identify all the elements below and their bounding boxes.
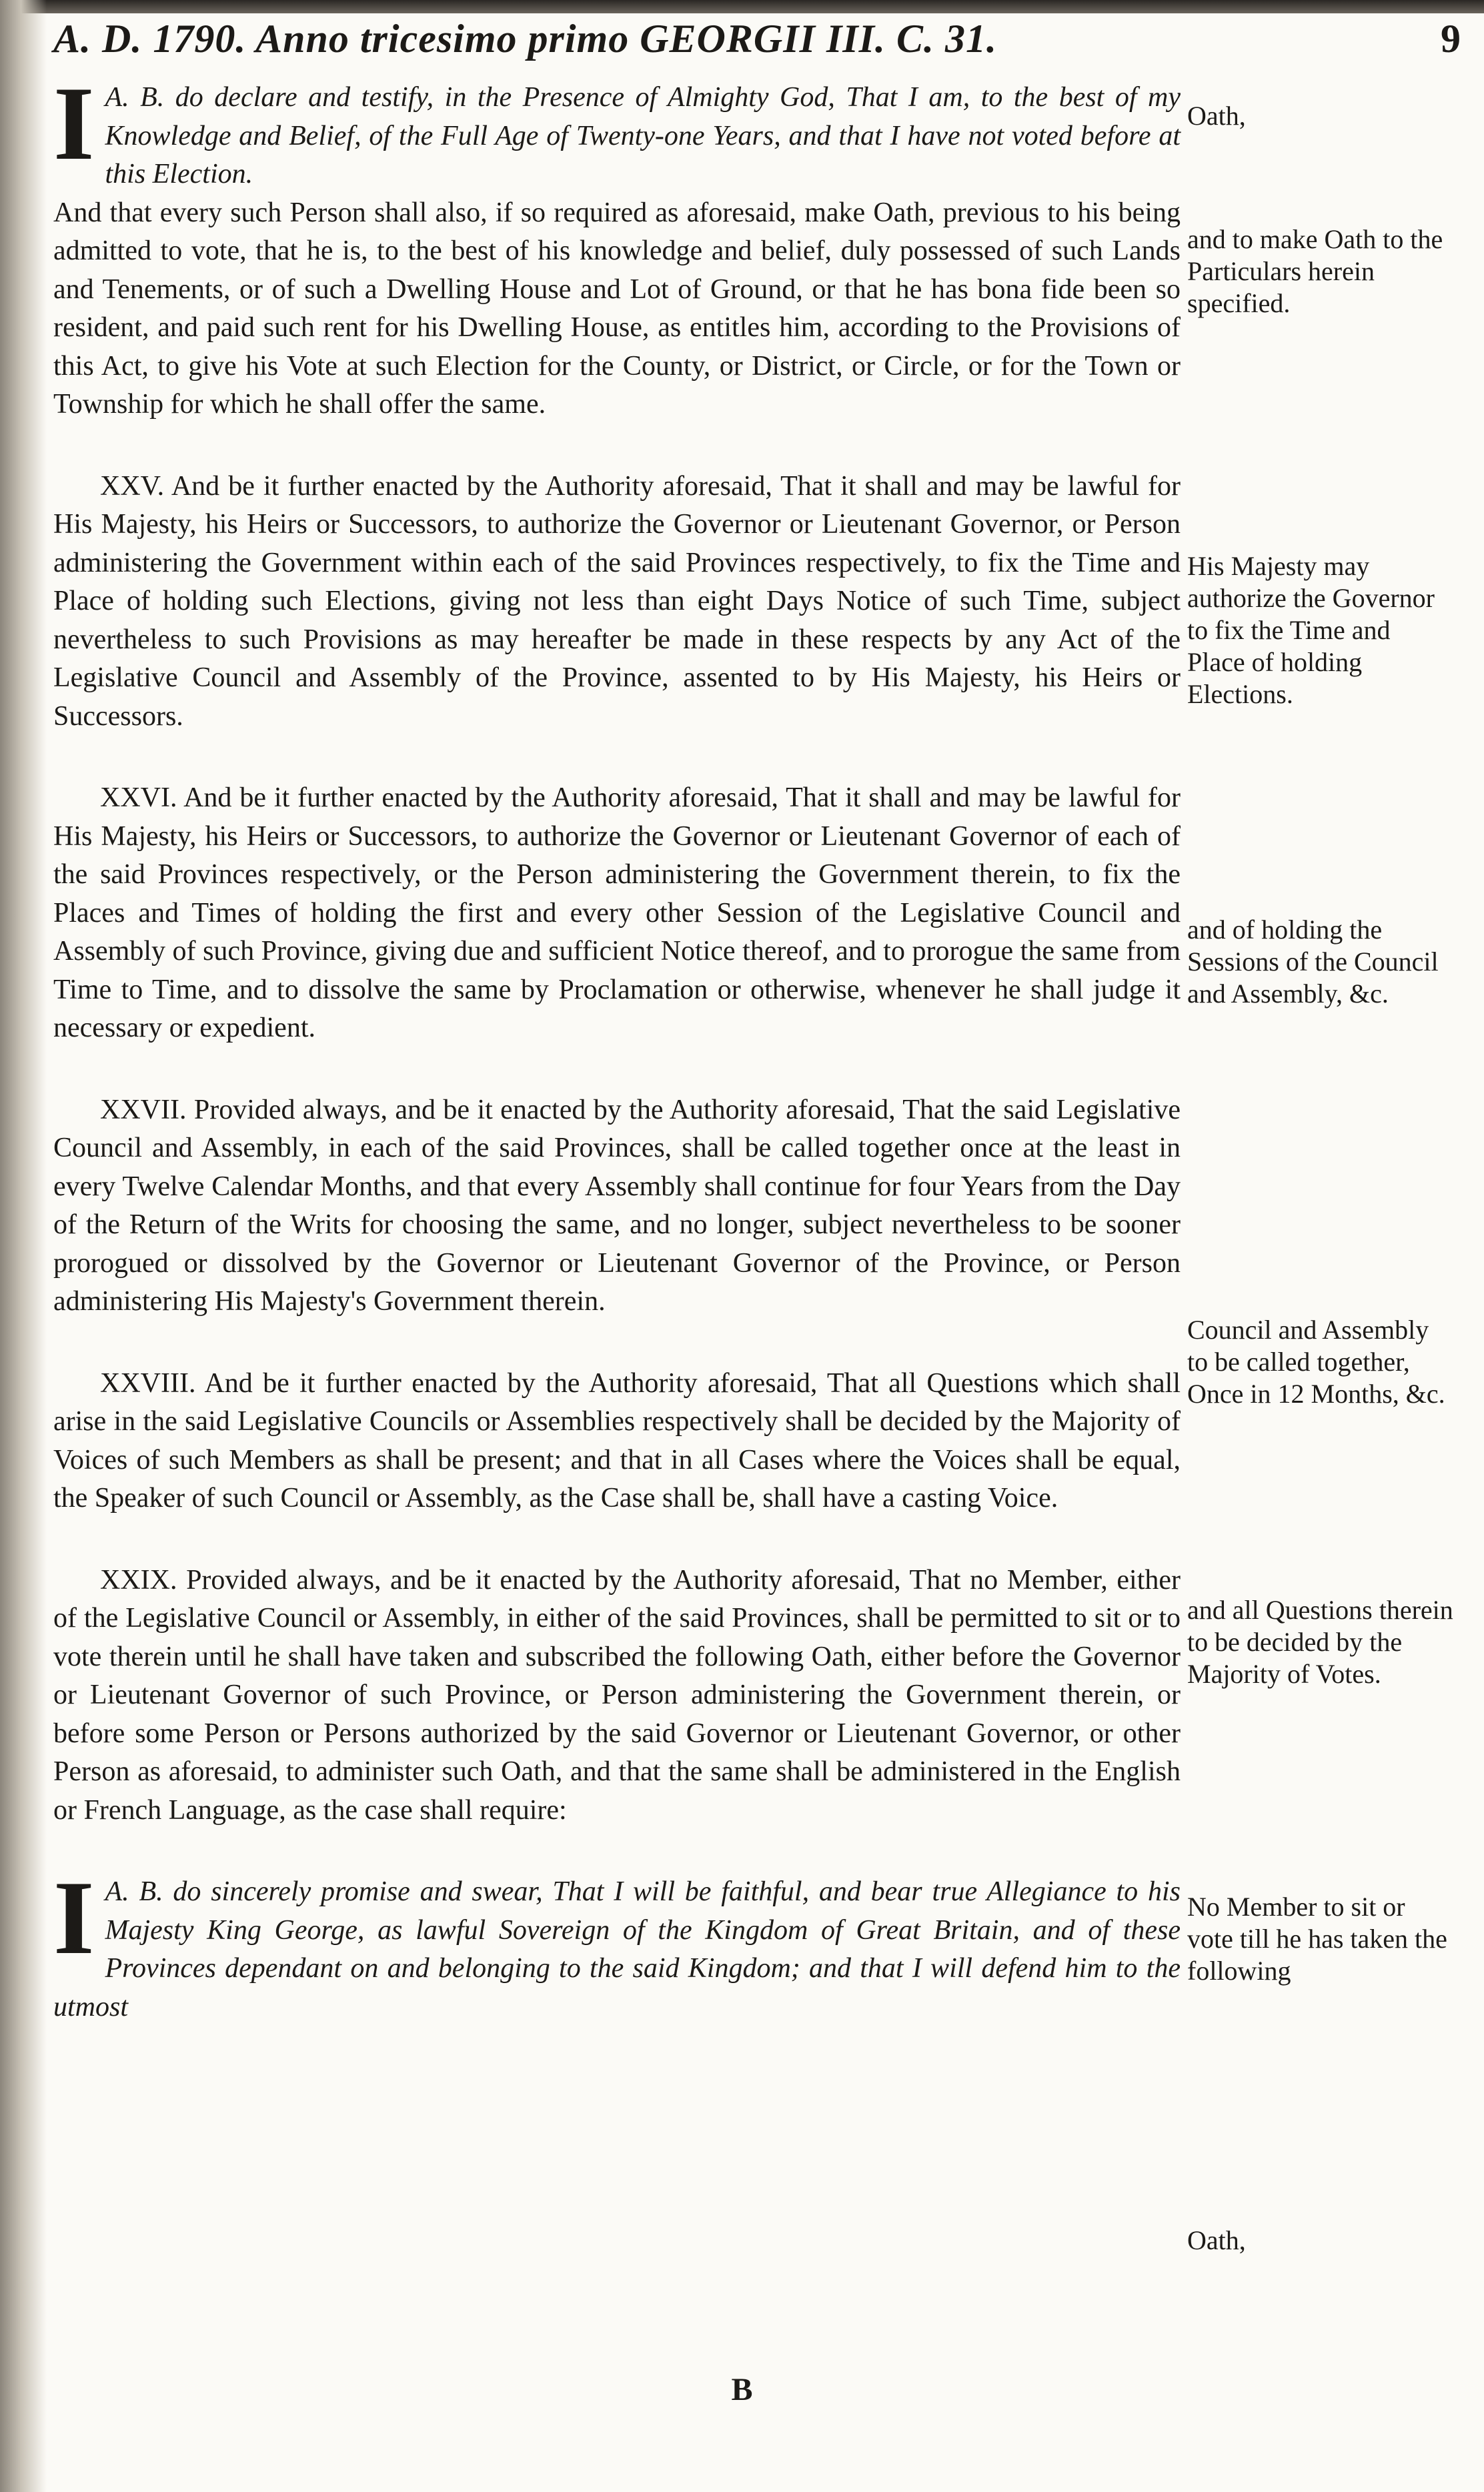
section-28 <box>53 1365 1181 1518</box>
oath-member: IA. B. do sincerely promise and swear, That I will be faithful, and bear true Allegiance to his Majesty King George, as lawful Sovereign of the Kingdom of Great Britain, and of these Provinces dependant on and belonging to the said Kingdom; and that I will defend him to the utmost <box>53 1860 1181 2022</box>
scan-edge-top <box>0 0 1484 13</box>
section-25-text: And be it further enacted by the Authority aforesaid, That it shall and may be lawful for His Majesty, his Heirs or Successors, to authorize the Governor or Lieutenant Governor, or Person administering the Government within each of the said Provinces respectively, to fix the Time and Place of holding such Elections, giving not less than eight Days Notice of such Time, subject nevertheless to such Provisions as may hereafter be made in these respects by any Act of the Legislative Council and Assembly of the Province, assented to by His Majesty, his Heirs or Successors. <box>53 470 1181 732</box>
page-number: 9 <box>1441 17 1461 61</box>
section-29 <box>53 1562 1181 1830</box>
margin-note-oath: Oath, <box>1187 101 1246 131</box>
section-26 <box>53 779 1181 1048</box>
margin-note-particulars: and to make Oath to the Particulars herein specified. <box>1187 224 1443 318</box>
section-28-number: XXVIII. <box>100 1367 196 1399</box>
margin-note-questions: and all Questions therein to be decided by the Majority of Votes. <box>1187 1595 1453 1689</box>
section-29-text: Provided always, and be it enacted by the Authority aforesaid, That no Member, either of the Legislative Council or Assembly, in either of the said Provinces, shall be permitted to sit or to vote therein until he shall have taken and subscribed the following Oath, either before the Governor or Lieutenant Governor of such Province, or Person administering the Government therein, or before some Person or Persons authorized by the said Governor or Lieutenant Governor, or other Person as aforesaid, to administer such Oath, and that the same shall be administered in the English or French Language, as the case shall require: <box>53 1564 1181 1826</box>
section-25 <box>53 468 1181 736</box>
oath-voter: IA. B. do declare and testify, in the Presence of Almighty God, That I am, to the best of my Knowledge and Belief, of the Full Age of Twenty-one Years, and that I have not voted before at this Election. <box>53 65 1181 189</box>
section-25-number: XXV. <box>100 470 165 502</box>
running-header <box>47 12 1461 65</box>
margin-note-oath-2: Oath, <box>1187 2225 1246 2255</box>
section-27-number: XXVII. <box>100 1094 187 1125</box>
binding-shadow <box>0 0 47 2492</box>
section-27-text: Provided always, and be it enacted by the Authority aforesaid, That the said Legislative Council and Assembly, in each of the said Provinces, shall be called together once at the least in every Twelve Calendar Months, and that every Assembly shall continue for four Years from the Day of the Return of the Writs for choosing the same, and no longer, subject nevertheless to be sooner prorogued or dissolved by the Governor or Lieutenant Governor of the Province, or Person administering His Majesty's Government therein. <box>53 1094 1181 1317</box>
paragraph-resident-oath: And that every such Person shall also, if so required as aforesaid, make Oath, previous to his being admitted to vote, that he is, to the best of his knowledge and belief, duly possessed of such Lands and Tenements, or of such a Dwelling House and Lot of Ground, or that he has bona fide been so resident, and paid such rent for his Dwelling House, as entitles him, according to the Provisions of this Act, to give his Vote at such Election for the County, or District, or Circle, or for the Town or Township for which he shall offer the same. <box>53 197 1181 420</box>
section-28-text: And be it further enacted by the Authority aforesaid, That all Questions which shall arise in the said Legislative Councils or Assemblies respectively shall be decided by the Majority of Voices of such Members as shall be present; and that in all Cases where the Voices shall be equal, the Speaker of such Council or Assembly, as the Case shall be, shall have a casting Voice. <box>53 1367 1181 1513</box>
signature-mark: B <box>731 2372 753 2407</box>
section-27 <box>53 1091 1181 1321</box>
margin-note-no-member: No Member to sit or vote till he has taken the following <box>1187 1892 1447 1986</box>
section-29-number: XXIX. <box>100 1564 177 1596</box>
header-title: A. D. 1790. Anno tricesimo primo GEORGII III. C. 31. <box>53 17 998 61</box>
margin-note-elections: His Majesty may authorize the Governor to fix the Time and Place of holding Elections. <box>1187 551 1435 709</box>
main-text <box>53 65 1181 2026</box>
margin-note-twelve-months: Council and Assembly to be called together, Once in 12 Months, &c. <box>1187 1315 1445 1409</box>
margin-note-sessions: and of holding the Sessions of the Council and Assembly, &c. <box>1187 914 1439 1009</box>
section-26-number: XXVI. <box>100 782 177 813</box>
section-26-text: And be it further enacted by the Authority aforesaid, That it shall and may be lawful for His Majesty, his Heirs or Successors, to authorize the Governor or Lieutenant Governor of each of the said Provinces respectively, or the Person administering the Government therein, to fix the Places and Times of holding the first and every other Session of the Legislative Council and Assembly of such Province, giving due and sufficient Notice thereof, and to prorogue the same from Time to Time, and to dissolve the same by Proclamation or otherwise, whenever he shall judge it necessary or expedient. <box>53 782 1181 1043</box>
